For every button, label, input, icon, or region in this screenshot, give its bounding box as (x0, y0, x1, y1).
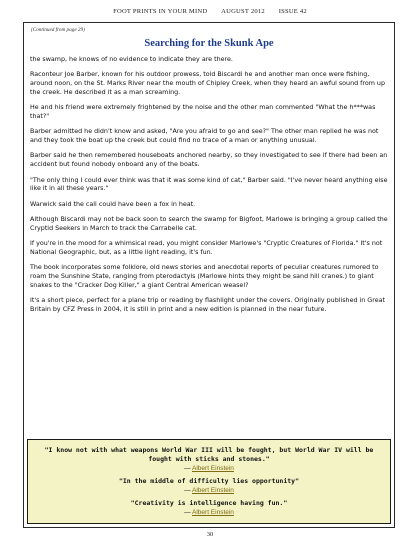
paragraph: The book incorporates some folklore, old news stories and anecdotal reports of peculiar creatures rumored to roam the Sunshine State, ranging from pterodactyls (Marlowe hints they might be sand hill cranes.) to giant snakes to the "Cracker Dog Killer," a giant Central American weasel? (30, 264, 379, 289)
paragraph: the swamp, he knows of no evidence to indicate they are there. (30, 56, 233, 63)
running-header (0, 8, 420, 15)
paragraph: Raconteur Joe Barber, known for his outdoor prowess, told Biscardi he and another man once were fishing, around noon, on the St. Marks River near the mouth of Chipley Creek, when they heard an awful sound from up the creek. He described it as a man screaming. (30, 71, 385, 97)
paragraph: It's a short piece, perfect for a plane trip or reading by flashlight under the covers. Originally published in Great Britain by CFZ Press in 2004, it is still in print and a new edition is planned in the near future. (30, 297, 385, 313)
attribution-dash: — (184, 465, 193, 472)
paragraph: Warwick said the call could have been a fox in heat. (30, 200, 196, 208)
paragraph: Barber admitted he didn't know and asked, "Are you afraid to go and see?" The other man replied he was not and they took the boat up the creek but could find no trace of a man or anything unusual. (30, 128, 379, 145)
paragraph: Although Biscardi may not be back soon to search the swamp for Bigfoot, Marlowe is bringing a group called the Cryptid Seekers in March to track the Carrabelle cat. (30, 215, 388, 232)
quote-text: "I know not with what weapons World War III will be fought, but World War IV will be fought with sticks and stones." (44, 446, 374, 463)
paragraph: If you're in the mood for a whimsical read, you might consider Marlowe's "Cryptic Creatures of Florida." It's not National Geographic, but, as a little light reading, it's fun. (30, 239, 383, 256)
continued-note: (Continued from page 29) (31, 27, 85, 33)
attribution-dash: — (184, 509, 193, 516)
article-body (30, 56, 390, 321)
issue-number: ISSUE 42 (278, 8, 307, 15)
quote-text: "Creativity is intelligence having fun." (130, 499, 288, 507)
quote-text: "In the middle of difficulty lies opportunity" (118, 477, 299, 485)
page-number: 30 (206, 531, 214, 538)
author-link[interactable]: Albert Einstein (192, 509, 234, 516)
quotes-box (27, 439, 391, 524)
issue-date: AUGUST 2012 (221, 8, 265, 15)
attribution-dash: — (184, 487, 193, 494)
quote-attribution (42, 486, 376, 495)
quote-attribution (42, 508, 376, 517)
paragraph: "The only thing I could ever think was that it was some kind of cat," Barber said. "I've never heard anything else like it in all these years." (30, 176, 388, 193)
quote (28, 499, 390, 517)
author-link[interactable]: Albert Einstein (192, 465, 234, 472)
quote (28, 477, 390, 495)
author-link[interactable]: Albert Einstein (192, 487, 234, 494)
article-title: Searching for the Skunk Ape (144, 38, 274, 49)
paragraph: He and his friend were extremely frightened by the noise and the other man commented "What the h***was that?" (30, 104, 376, 121)
quote (28, 446, 390, 473)
quote-attribution (42, 464, 376, 473)
publication-name: FOOT PRINTS IN YOUR MIND (113, 8, 208, 15)
paragraph: Barber said he then remembered houseboats anchored nearby, so they investigated to see if there had been an accident but found nobody onboard any of the boats. (30, 152, 388, 169)
